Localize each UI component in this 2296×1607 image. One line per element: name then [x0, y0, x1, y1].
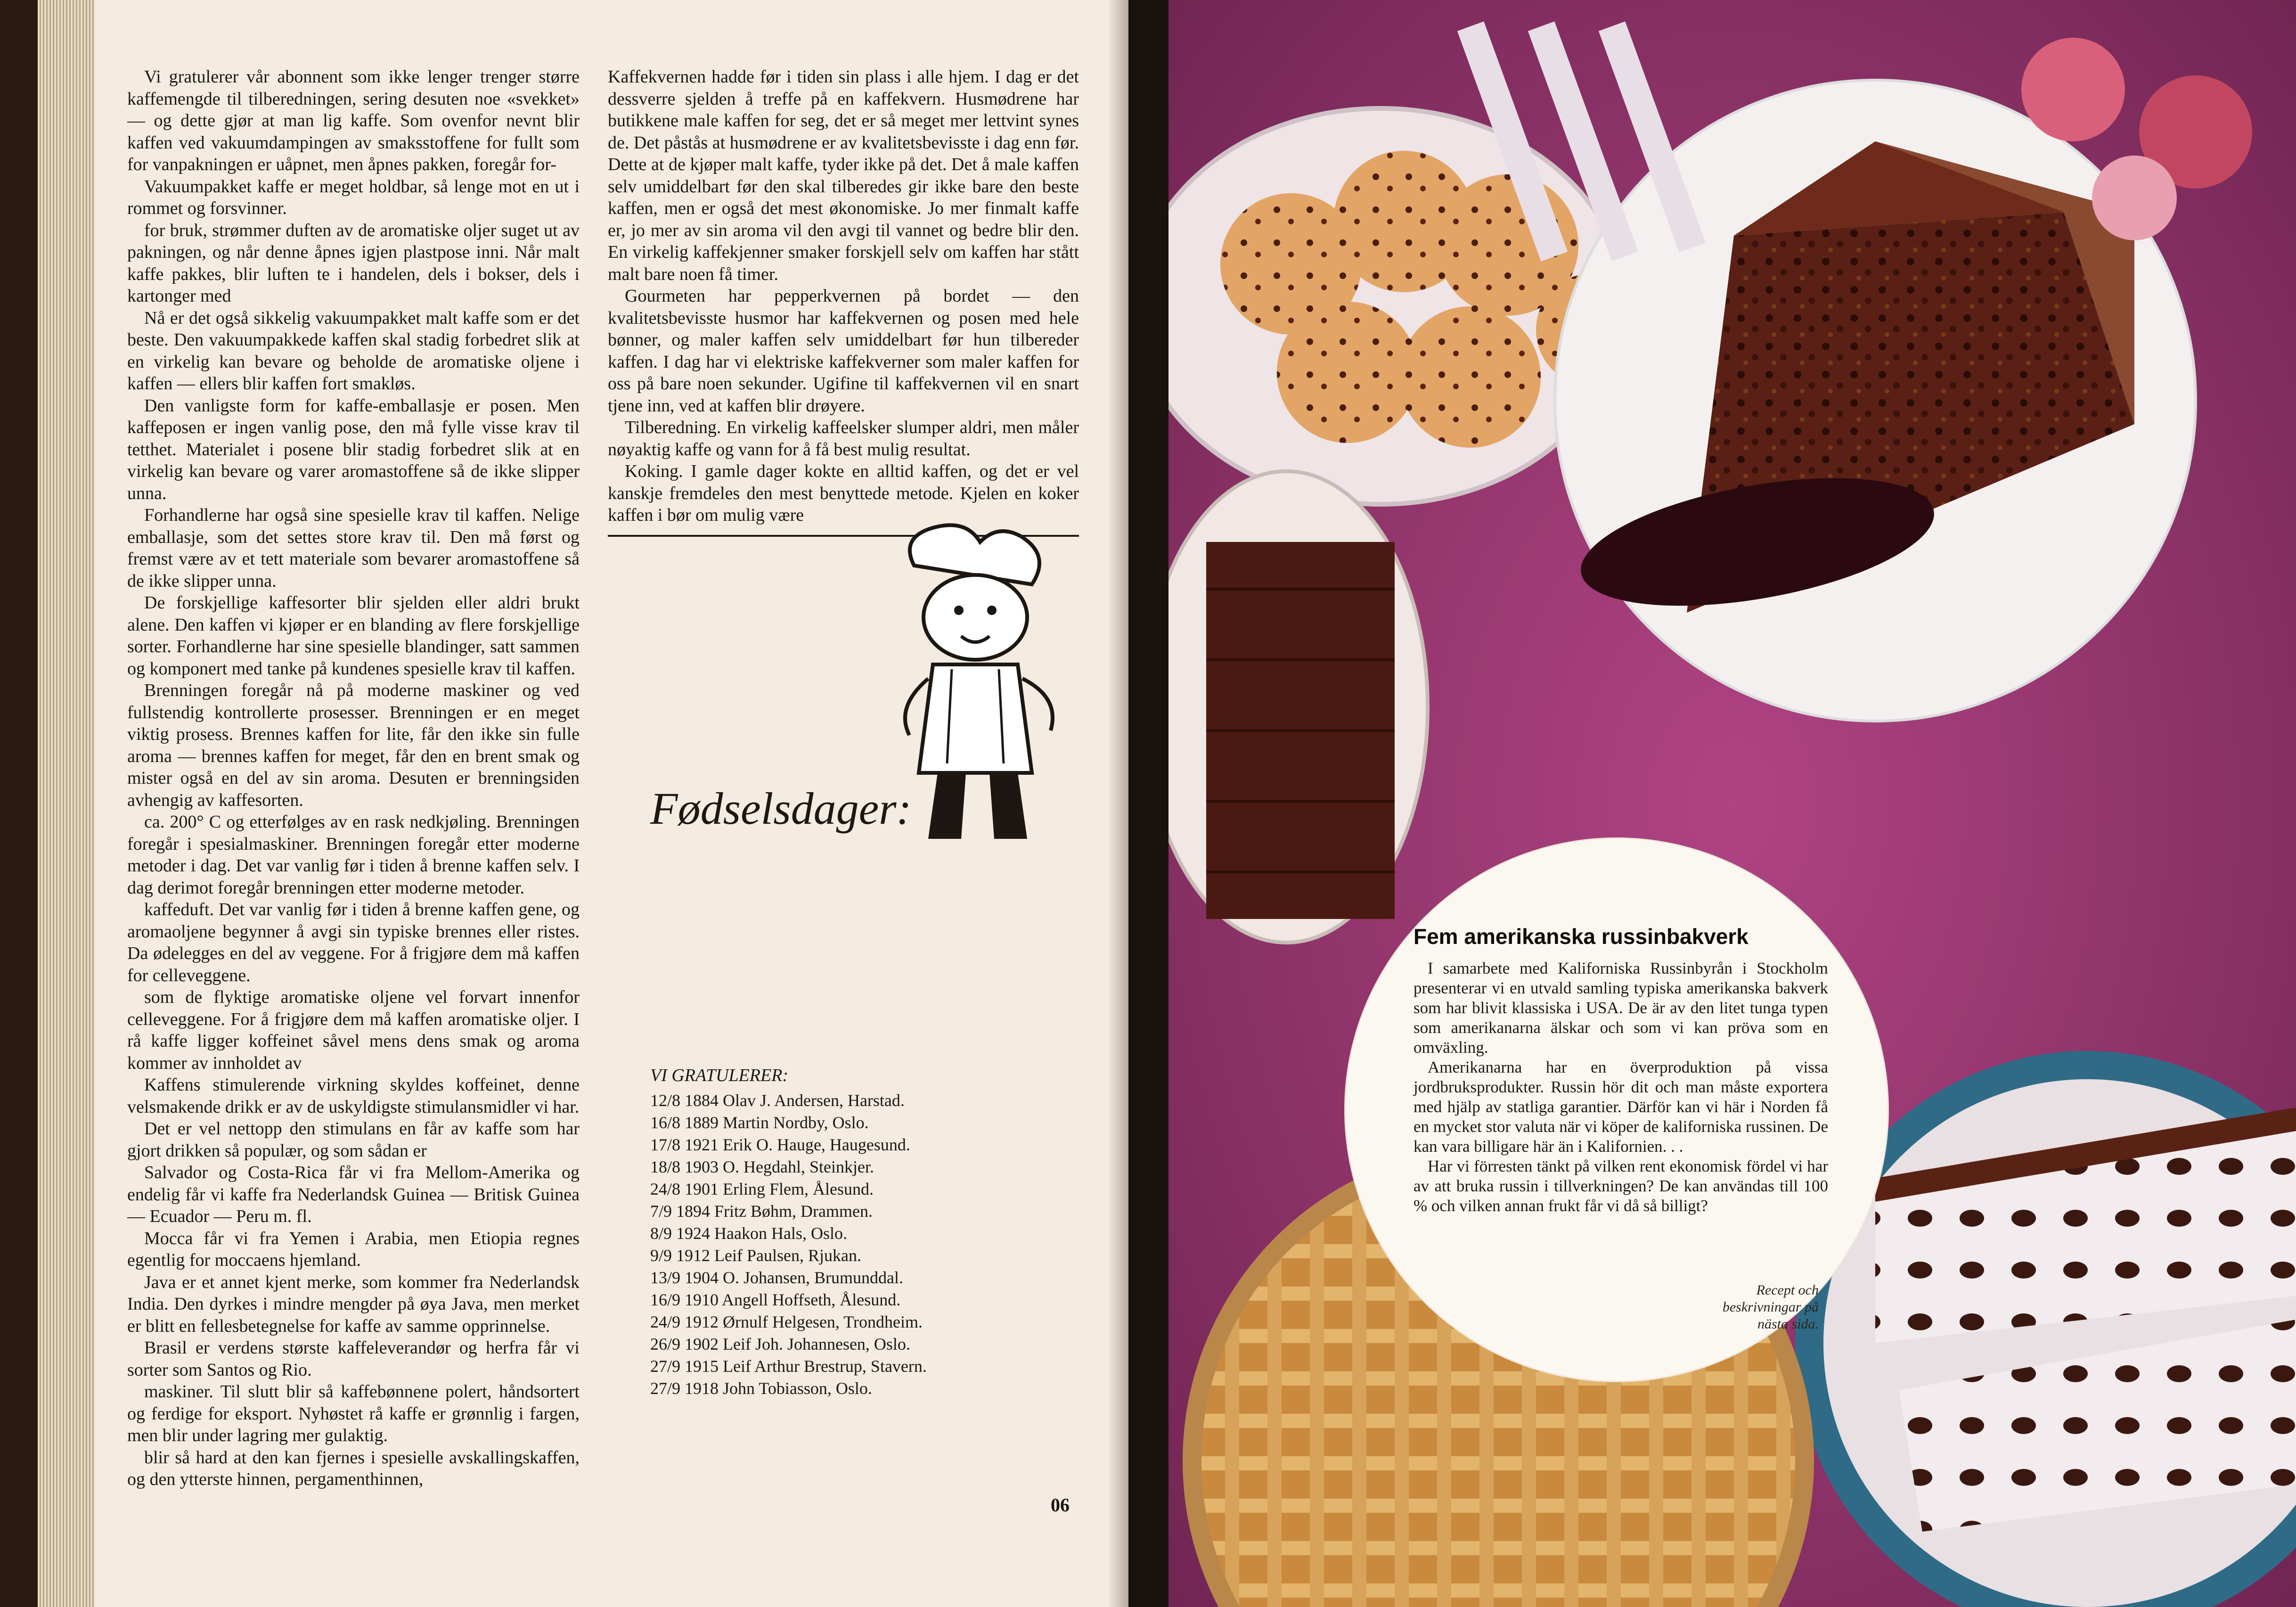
paragraph: Vi gratulerer vår abonnent som ikke lenger trenger større kaffemengde til tilberedningen, sering desuten noe «svekket» — og dette gjør at man lig kaffe. Som ovenfor nevnt blir kaffen ved vakuumdampingen av smaksstoffene for fullt som for vanpakningen er uåpnet, men åpnes pakken, foregår for- — [127, 67, 580, 174]
paragraph: Salvador og Costa-Rica får vi fra Mellom-Amerika og endelig får vi kaffe fra Nederlandsk Guinea — Britisk Guinea — Ecuador — Peru m. fl. — [127, 1163, 580, 1226]
paragraph: Java er et annet kjent merke, som kommer fra Nederlandsk India. Den dyrkes i mindre mengder på øya Java, men merket er blitt en fellesbetegnelse for kaffe av samme opprinnelse. — [127, 1272, 580, 1336]
photo-page — [1168, 0, 2296, 1607]
birthdays-title: Fødselsdager: — [650, 783, 912, 834]
birthday-entry: 16/9 1910 Angell Hoffseth, Ålesund. — [650, 1290, 901, 1309]
birthday-entry: 13/9 1904 O. Johansen, Brumunddal. — [650, 1268, 903, 1287]
paragraph: som de flyktige aromatiske oljene vel forvart innenfor celleveggene. For å frigjøre dem må kaffen aromatiske oljer. I rå kaffe ligger koffeinet såvel mens dens smak og aroma kommer av innholdet av — [127, 987, 580, 1073]
book-cover-edge — [0, 0, 38, 1607]
paragraph: De forskjellige kaffesorter blir sjelden eller aldri brukt alene. Den kaffen vi kjøper er en blanding av flere forskjellige sorter. Forhandlerne har sine spesielle blandinger, satt sammen og komponert med tanke på kundenes spesielle krav til kaffen. — [127, 593, 580, 679]
birthday-entry: 9/9 1912 Leif Paulsen, Rjukan. — [650, 1246, 861, 1265]
paragraph: Det er vel nettopp den stimulans en får av kaffe som har gjort drikken så populær, og som sådan er — [127, 1119, 580, 1161]
paragraph: Den vanligste form for kaffe-emballasje er posen. Men kaffeposen er ingen vanlig pose, den må fylle visse krav til tetthet. Materialet i posene blir stadig forbedret slik at en virkelig kan bevare og varer aromastoffene så de ikke slipper unna. — [127, 395, 580, 503]
recipe-intro-text — [1414, 924, 1828, 1216]
birthday-entry: 27/9 1918 John Tobiasson, Oslo. — [650, 1379, 872, 1398]
paragraph: Brasil er verdens største kaffeleverandør og herfra får vi sorter som Santos og Rio. — [127, 1338, 580, 1380]
birthday-list-heading: VI GRATULERER: — [650, 1066, 789, 1085]
birthday-entry: 27/9 1915 Leif Arthur Brestrup, Stavern. — [650, 1357, 927, 1376]
paragraph: Nå er det også sikkelig vakuumpakket malt kaffe som er det beste. Den vakuumpakkede kaffen skal stadig forbedret slik at en virkelig kan bevare og beholde de aromatiske oljene i kaffen — ellers blir kaffen fort smakløs. — [127, 308, 580, 394]
paragraph: Vakuumpakket kaffe er meget holdbar, så lenge mot en ut i rommet og forsvinner. — [127, 176, 580, 218]
paragraph: I samarbete med Kaliforniska Russinbyrån i Stockholm presenterar vi en utvald samling typiska amerikanska bakverk som har blivit klassiska i USA. De är av den litet tunga typen som amerikanarna älskar och som vi kan pröva som en omväxling. — [1414, 959, 1828, 1057]
paragraph: Brenningen foregår nå på moderne maskiner og ved fullstendig kontrollerte prosesser. Brenningen er en meget viktig prosess. Brennes kaffen for lite, får den ikke sin fulle aroma — brennes kaffen for meget, får den en brent smak og mister også en del av sin aroma. Desuten er brenningsiden avhengig av kaffesorten. — [127, 681, 580, 810]
birthday-entry: 8/9 1924 Haakon Hals, Oslo. — [650, 1224, 847, 1243]
page-block-edge — [38, 0, 94, 1607]
birthday-entry: 26/9 1902 Leif Joh. Johannesen, Oslo. — [650, 1335, 910, 1353]
paragraph: ca. 200° C og etterfølges av en rask nedkjøling. Brenningen foregår i spesialmaskiner. Brenningen foregår etter moderne metoder i dag. Det var vanlig før i tiden å brenne kaffen selv. I dag derimot foregår brenningen etter moderne metoder. — [127, 812, 580, 898]
birthday-entry: 7/9 1894 Fritz Bøhm, Drammen. — [650, 1202, 873, 1221]
paragraph: Tilberedning. En virkelig kaffeelsker slumper aldri, men måler nøyaktig kaffe og vann for å få best mulig resultat. — [608, 418, 1079, 459]
page-number: 06 — [1051, 1494, 1070, 1516]
paragraph: Har vi förresten tänkt på vilken rent ekonomisk fördel vi har av att bruka russin i tillverkningen? De kan användas till 100 % och vilken annan frukt får vi då så billigt? — [1414, 1157, 1828, 1215]
birthday-list — [650, 1065, 1074, 1400]
paragraph: Mocca får vi fra Yemen i Arabia, men Etiopia regnes egentlig for moccaens hjemland. — [127, 1228, 580, 1270]
book-spine — [1128, 0, 1168, 1607]
paragraph: Koking. I gamle dager kokte en alltid kaffen, og det er vel kanskje fremdeles den mest benyttede metode. Kjelen en koker kaffen i bør om mulig være — [608, 461, 1079, 525]
paragraph: kaffeduft. Det var vanlig før i tiden å brenne kaffen gene, og aromaoljene begynner å avgi sin typiske brennes eller ristes. Da ødelegges en del av veggene. For å frigjøre dem må kaffen for celleveggene. — [127, 900, 580, 985]
baked-goods-photo — [1168, 0, 2296, 1607]
birthday-entry: 12/8 1884 Olav J. Andersen, Harstad. — [650, 1091, 905, 1110]
paragraph: Forhandlerne har også sine spesielle krav til kaffen. Nelige emballasje, som det settes store krav til. Den må først og fremst være av et tett materiale som bevarer aromastoffene så de ikke slipper unna. — [127, 505, 580, 591]
recipe-note: Recept och beskrivningar på nästa sida. — [1722, 1282, 1819, 1332]
chef-illustration — [881, 509, 1079, 867]
birthday-entry: 16/8 1889 Martin Nordby, Oslo. — [650, 1113, 869, 1132]
paragraph: for bruk, strømmer duften av de aromatiske oljer suget ut av pakningen, og når denne åpnes igjen plastpose inni. Når malt kaffe pakkes, blir luften te i handelen, dels i bokser, dels i kartonger med — [127, 220, 580, 306]
recipe-intro-title: Fem amerikanska russinbakverk — [1414, 924, 1749, 949]
birthday-entry: 18/8 1903 O. Hegdahl, Steinkjer. — [650, 1157, 874, 1176]
birthday-entry: 24/9 1912 Ørnulf Helgesen, Trondheim. — [650, 1312, 923, 1331]
paragraph: blir så hard at den kan fjernes i spesielle avskallingskaffen, og den ytterste hinnen, pergamenthinnen, — [127, 1447, 580, 1489]
birthday-entry: 17/8 1921 Erik O. Hauge, Haugesund. — [650, 1135, 910, 1154]
paragraph: maskiner. Til slutt blir så kaffebønnene polert, håndsortert og ferdige for eksport. Nyhøstet rå kaffe er grønnlig i fargen, men blir under lagring mer gulaktig. — [127, 1382, 580, 1445]
paragraph: Kaffens stimulerende virkning skyldes koffeinet, denne velsmakende drikk er av de uskyldigste stimulansmidler vi har. — [127, 1075, 580, 1117]
column-coffee-article — [127, 66, 580, 1555]
birthday-entry: 24/8 1901 Erling Flem, Ålesund. — [650, 1180, 874, 1198]
paragraph: Amerikanarna har en överproduktion på vissa jordbruksprodukter. Russin hör dit och man måste exportera med hjälp av statliga garantier. Därför kan vi här i Norden få en mycket stor valuta när vi köper de kaliforniska russinen. De kan vara billigare här än i Kalifornien. . . — [1414, 1058, 1828, 1156]
paragraph: Gourmeten har pepperkvernen på bordet — den kvalitetsbevisste husmor har kaffekvernen og posen med hele bønner, og maler kaffen selv umiddelbart før hun tilbereder kaffen. I dag har vi elektriske kaffekverner som maler kaffen for oss på bare noen sekunder. Ugifine til kaffekvernen vil en snart tjene inn, ved at kaffen blir drøyere. — [608, 286, 1079, 416]
paragraph: Kaffekvernen hadde før i tiden sin plass i alle hjem. I dag er det dessverre sjelden å treffe på en kaffekvern. Husmødrene har butikkene male kaffen for seg, det er så meget mer lettvint synes de. Det påstås at husmødrene er av kvalitetsbevisste i dag enn før. Dette at de kjøper malt kaffe, tyder ikke på det. Det å male kaffen selv umiddelbart før den skal tilberedes gir ikke bare den beste kaffen, men er også det mest økonomiske. Jo mer finmalt kaffe er, jo mer av sin aroma vil den avgi til vannet og bedre blir den. En virkelig kaffekjenner smaker forskjell selv om kaffen har stått malt bare noen få timer. — [608, 67, 1079, 284]
